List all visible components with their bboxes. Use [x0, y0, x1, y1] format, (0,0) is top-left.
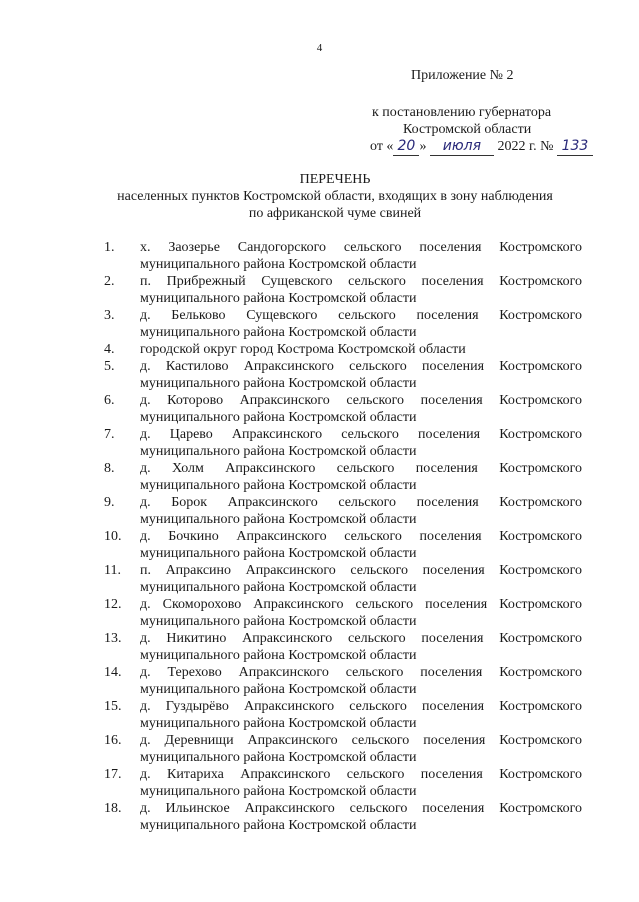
item-number: 3. — [104, 308, 115, 323]
item-number: 2. — [104, 274, 115, 289]
item-text-line-1: д. Кастилово Апраксинского сельского поселения Костромского — [140, 359, 582, 374]
item-text — [140, 273, 582, 307]
item-text-line-2: муниципального района Костромской области — [140, 512, 417, 527]
item-text-line-2: муниципального района Костромской области — [140, 410, 417, 425]
item-number: 13. — [104, 631, 122, 646]
list-item — [104, 392, 582, 426]
item-number: 9. — [104, 495, 115, 510]
item-text-line-2: муниципального района Костромской области — [140, 614, 417, 629]
item-text-line-2: муниципального района Костромской области — [140, 257, 417, 272]
list-item — [104, 494, 582, 528]
list-item — [104, 239, 582, 273]
document-title — [80, 171, 590, 222]
item-text — [140, 341, 582, 358]
decree-line-2: Костромской области — [403, 122, 532, 137]
list-item — [104, 273, 582, 307]
list-item — [104, 766, 582, 800]
settlement-list — [104, 239, 582, 834]
item-number: 18. — [104, 801, 122, 816]
item-number: 14. — [104, 665, 122, 680]
year-text: 2022 г. № — [497, 139, 554, 154]
item-text — [140, 528, 582, 562]
appendix-title: Приложение № 2 — [411, 68, 514, 83]
list-item — [104, 426, 582, 460]
list-item — [104, 341, 582, 358]
list-item — [104, 562, 582, 596]
item-text-line-1: х. Заозерье Сандогорского сельского поселения Костромского — [140, 240, 582, 255]
item-text-line-1: д. Бочкино Апраксинского сельского поселения Костромского — [140, 529, 582, 544]
item-number: 6. — [104, 393, 115, 408]
item-text-line-2: муниципального района Костромской области — [140, 580, 417, 595]
page-number: 4 — [316, 42, 323, 54]
item-number: 11. — [104, 563, 121, 578]
item-text-line-1: д. Терехово Апраксинского сельского поселения Костромского — [140, 665, 582, 680]
item-text-line-1: городской округ город Кострома Костромской области — [140, 342, 466, 357]
handwritten-number: 133 — [557, 138, 593, 156]
item-text — [140, 664, 582, 698]
list-item — [104, 664, 582, 698]
item-text — [140, 358, 582, 392]
item-number: 12. — [104, 597, 122, 612]
item-number: 10. — [104, 529, 122, 544]
item-text-line-1: д. Борок Апраксинского сельского поселения Костромского — [140, 495, 582, 510]
item-text-line-1: д. Царево Апраксинского сельского поселения Костромского — [140, 427, 582, 442]
item-text — [140, 239, 582, 273]
list-item — [104, 596, 582, 630]
list-item — [104, 630, 582, 664]
item-text-line-2: муниципального района Костромской области — [140, 784, 417, 799]
item-number: 16. — [104, 733, 122, 748]
item-text — [140, 562, 582, 596]
item-text — [140, 307, 582, 341]
item-text — [140, 596, 582, 630]
list-item — [104, 732, 582, 766]
item-text-line-2: муниципального района Костромской области — [140, 325, 417, 340]
decree-line-1: к постановлению губернатора — [372, 105, 552, 120]
item-text — [140, 766, 582, 800]
item-number: 4. — [104, 342, 115, 357]
item-text-line-1: д. Китариха Апраксинского сельского поселения Костромского — [140, 767, 582, 782]
item-text-line-1: д. Никитино Апраксинского сельского поселения Костромского — [140, 631, 582, 646]
list-item — [104, 698, 582, 732]
item-number: 7. — [104, 427, 115, 442]
item-text — [140, 392, 582, 426]
item-text-line-2: муниципального района Костромской области — [140, 818, 417, 833]
item-text-line-1: д. Ильинское Апраксинского сельского поселения Костромского — [140, 801, 582, 816]
item-text — [140, 800, 582, 834]
title-heading: ПЕРЕЧЕНЬ — [299, 172, 371, 187]
item-text-line-1: п. Апраксино Апраксинского сельского поселения Костромского — [140, 563, 582, 578]
decree-reference — [370, 104, 589, 156]
list-item — [104, 800, 582, 834]
item-text-line-2: муниципального района Костромской области — [140, 546, 417, 561]
list-item — [104, 358, 582, 392]
item-text-line-1: п. Прибрежный Сущевского сельского поселения Костромского — [140, 274, 582, 289]
item-text-line-2: муниципального района Костромской области — [140, 478, 417, 493]
item-text-line-2: муниципального района Костромской области — [140, 716, 417, 731]
item-number: 1. — [104, 240, 115, 255]
item-text-line-2: муниципального района Костромской области — [140, 648, 417, 663]
item-text-line-2: муниципального района Костромской области — [140, 291, 417, 306]
item-text-line-1: д. Которово Апраксинского сельского поселения Костромского — [140, 393, 582, 408]
list-item — [104, 528, 582, 562]
item-text — [140, 698, 582, 732]
handwritten-month: июля — [430, 138, 494, 156]
item-text — [140, 460, 582, 494]
date-mid: » — [419, 139, 427, 154]
decree-date-line — [370, 138, 589, 156]
list-item — [104, 307, 582, 341]
item-text-line-2: муниципального района Костромской области — [140, 682, 417, 697]
handwritten-day: 20 — [393, 138, 419, 156]
item-text-line-2: муниципального района Костромской области — [140, 750, 417, 765]
item-text-line-2: муниципального района Костромской области — [140, 444, 417, 459]
item-text-line-1: д. Скоморохово Апраксинского сельского поселения Костромского — [140, 597, 582, 612]
item-text-line-1: д. Деревнищи Апраксинского сельского поселения Костромского — [140, 733, 582, 748]
item-number: 15. — [104, 699, 122, 714]
date-prefix: от « — [370, 139, 394, 154]
item-text-line-1: д. Холм Апраксинского сельского поселения Костромского — [140, 461, 582, 476]
title-line-1: населенных пунктов Костромской области, входящих в зону наблюдения — [117, 189, 553, 204]
item-number: 8. — [104, 461, 115, 476]
item-text — [140, 630, 582, 664]
item-text-line-2: муниципального района Костромской области — [140, 376, 417, 391]
item-number: 5. — [104, 359, 115, 374]
title-line-2: по африканской чуме свиней — [248, 206, 422, 221]
item-number: 17. — [104, 767, 122, 782]
item-text-line-1: д. Бельково Сущевского сельского поселения Костромского — [140, 308, 582, 323]
list-item — [104, 460, 582, 494]
item-text — [140, 732, 582, 766]
item-text — [140, 426, 582, 460]
item-text — [140, 494, 582, 528]
item-text-line-1: д. Гуздырёво Апраксинского сельского поселения Костромского — [140, 699, 582, 714]
